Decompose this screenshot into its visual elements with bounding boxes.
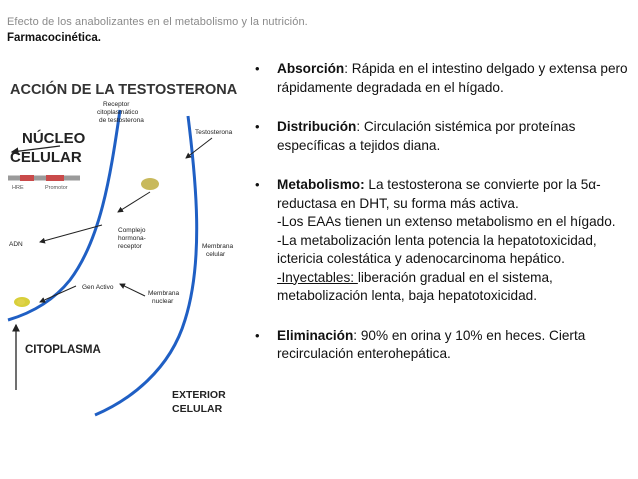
slide-subtitle: Efecto de los anabolizantes en el metabolismo y la nutrición. — [7, 16, 308, 28]
testosterone-action-diagram — [0, 70, 250, 450]
bullet-dot: • — [255, 177, 260, 192]
exterior-label: EXTERIOR CELULAR — [172, 389, 226, 415]
term-eliminacion: Eliminación — [277, 327, 354, 343]
text-absorcion: : Rápida en el intestino delgado y extensa pero rápidamente degradada en el hígado. — [277, 61, 628, 95]
gene-dot-2 — [17, 299, 25, 305]
inyectables-text: liberación gradual en el sistema, metabolización lenta, baja hepatotoxicidad. — [277, 269, 553, 303]
cell-membrane — [95, 116, 197, 415]
bullet-distribucion — [255, 118, 635, 155]
bullet-dot: • — [255, 119, 260, 134]
text-metabolismo-1: La testosterona se convierte por la 5α-reductasa en DHT, su forma más activa. — [277, 177, 601, 211]
pharmacokinetics-list — [255, 60, 635, 364]
receptor-to-complex-arrow — [118, 192, 150, 212]
membrana-nuclear-arrow — [120, 284, 145, 296]
text-eliminacion: : 90% en orina y 10% en heces. Cierta recirculación enterohepática. — [277, 327, 586, 361]
hre-label: HRE — [12, 185, 24, 191]
receptor-shape — [141, 178, 159, 190]
promotor-label: Promotor — [45, 185, 68, 191]
receptor-label: Receptor citoplasmático de testosterona — [97, 101, 144, 124]
gen-activo-arrow — [40, 286, 76, 302]
adn-label: ADN — [9, 241, 23, 248]
bullet-dot: • — [255, 61, 260, 76]
bullet-metabolismo — [255, 176, 635, 306]
bullet-dot: • — [255, 327, 260, 343]
gen-activo-label: Gen Activo — [82, 284, 114, 291]
term-distribucion: Distribución — [277, 119, 357, 134]
nucleo-label: NÚCLEO CELULAR — [10, 130, 86, 166]
citoplasma-label: CITOPLASMA — [25, 344, 101, 356]
text-metabolismo-3: -La metabolización lenta potencia la hepatotoxicidad, ictericia colestática y adenocarcinoma hepático. — [277, 232, 597, 266]
testosterona-label: Testosterona — [195, 129, 233, 136]
hre-block — [20, 175, 34, 181]
bullet-eliminacion — [255, 327, 635, 364]
inyectables-label: -Inyectables: — [277, 269, 358, 285]
membrana-celular-label: Membrana celular — [202, 243, 234, 258]
membrana-nuclear-label: Membrana nuclear — [148, 290, 180, 305]
term-absorcion: Absorción — [277, 61, 345, 76]
complejo-label: Complejo hormona- receptor — [118, 227, 146, 250]
promoter-block — [46, 175, 64, 181]
term-metabolismo: Metabolismo: — [277, 177, 365, 192]
text-metabolismo-2: -Los EAAs tienen un extenso metabolismo en el hígado. — [277, 214, 616, 229]
bullet-absorcion — [255, 60, 635, 97]
diagram-title: ACCIÓN DE LA TESTOSTERONA — [10, 82, 238, 98]
text-distribucion: : Circulación sistémica por proteínas específicas a tejidos diana. — [277, 119, 576, 153]
slide-title: Farmacocinética. — [7, 32, 101, 44]
